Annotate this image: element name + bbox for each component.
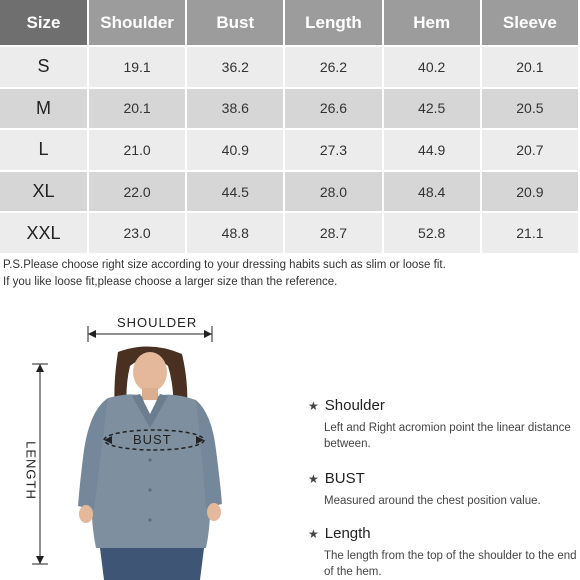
cell-length: 26.6 [284, 88, 382, 130]
cell-bust: 48.8 [186, 212, 284, 254]
length-dimension-label: LENGTH [23, 441, 39, 500]
table-header-row [0, 0, 579, 46]
legend-description: The length from the top of the shoulder to the end of the hem. [324, 550, 577, 578]
cell-bust: 40.9 [186, 129, 284, 171]
header-sleeve: Sleeve [481, 0, 579, 46]
legend-title: BUST [324, 470, 365, 487]
model-right-hand [207, 503, 221, 521]
cell-size: M [0, 88, 88, 130]
size-chart-table [0, 0, 580, 255]
header-size: Size [0, 0, 88, 46]
cell-sleeve: 20.9 [481, 171, 579, 213]
cell-length: 26.2 [284, 46, 382, 88]
cell-hem: 42.5 [383, 88, 481, 130]
cell-shoulder: 21.0 [88, 129, 186, 171]
legend-length [308, 525, 578, 580]
header-hem: Hem [383, 0, 481, 46]
cell-sleeve: 20.5 [481, 88, 579, 130]
star-icon: ★ [308, 526, 319, 541]
cell-size: XL [0, 171, 88, 213]
legend-description: Left and Right acromion point the linear distance between. [324, 422, 571, 450]
cell-size: L [0, 129, 88, 171]
table-row [0, 129, 579, 171]
legend-shoulder [308, 397, 578, 452]
cell-shoulder: 22.0 [88, 171, 186, 213]
cell-sleeve: 20.7 [481, 129, 579, 171]
table-row [0, 88, 579, 130]
legend-title: Length [324, 525, 371, 542]
cell-shoulder: 20.1 [88, 88, 186, 130]
star-icon: ★ [308, 471, 319, 486]
model-jeans [100, 548, 204, 580]
cell-sleeve: 20.1 [481, 46, 579, 88]
table-row [0, 171, 579, 213]
cell-length: 27.3 [284, 129, 382, 171]
model-neck [142, 388, 158, 400]
legend-description: Measured around the chest position value. [324, 495, 541, 507]
cell-hem: 52.8 [383, 212, 481, 254]
cell-hem: 48.4 [383, 171, 481, 213]
shirt-button [148, 458, 151, 461]
cell-shoulder: 19.1 [88, 46, 186, 88]
header-bust: Bust [186, 0, 284, 46]
fit-note-line-2: If you like loose fit,please choose a larger size than the reference. [3, 276, 338, 288]
cell-bust: 44.5 [186, 171, 284, 213]
star-icon: ★ [308, 398, 319, 413]
cell-bust: 36.2 [186, 46, 284, 88]
header-shoulder: Shoulder [88, 0, 186, 46]
shirt-button [148, 518, 151, 521]
cell-bust: 38.6 [186, 88, 284, 130]
cell-hem: 44.9 [383, 129, 481, 171]
cell-size: S [0, 46, 88, 88]
cell-sleeve: 21.1 [481, 212, 579, 254]
legend-bust [308, 470, 578, 509]
fit-note-line-1: P.S.Please choose right size according to your dressing habits such as slim or loose fit. [3, 259, 446, 271]
cell-length: 28.0 [284, 171, 382, 213]
cell-length: 28.7 [284, 212, 382, 254]
model-face [133, 352, 167, 392]
shoulder-dimension-label: SHOULDER [117, 315, 198, 330]
table-row [0, 46, 579, 88]
table-row [0, 212, 579, 254]
shirt-button [148, 488, 151, 491]
cell-size: XXL [0, 212, 88, 254]
cell-hem: 40.2 [383, 46, 481, 88]
legend-title: Shoulder [324, 397, 385, 414]
bust-dimension-label: BUST [133, 432, 172, 447]
model-left-hand [79, 505, 93, 523]
header-length: Length [284, 0, 382, 46]
cell-shoulder: 23.0 [88, 212, 186, 254]
